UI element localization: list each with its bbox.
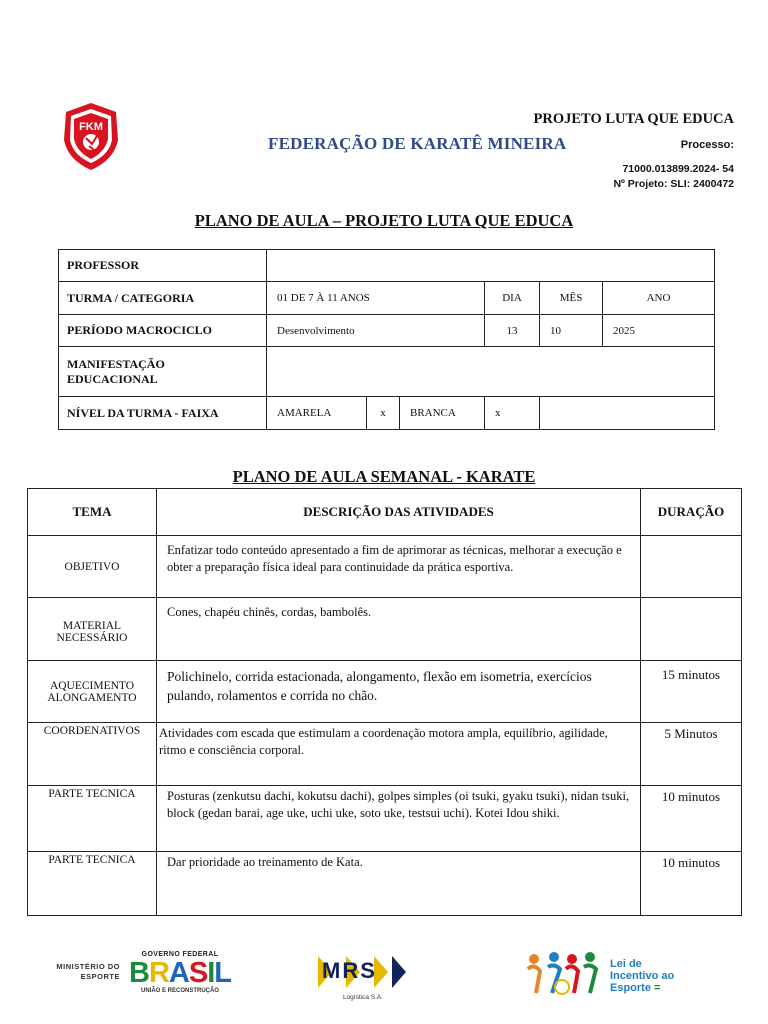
row-duracao[interactable]: 10 minutos <box>641 852 742 916</box>
row-duracao[interactable]: 5 Minutos <box>641 723 742 786</box>
weekly-title: PLANO DE AULA SEMANAL - KARATE <box>232 467 536 486</box>
dia-label: DIA <box>485 282 540 315</box>
row-descricao[interactable]: Posturas (zenkutsu dachi, kokutsu dachi), golpes simples (oi tsuki, gyaku tsuki), nidan tsuki, block (gedan barai, age uke, uchi uke, soto uke, testsui uchi). Kotei Idou shiki. <box>157 786 641 852</box>
manifestacao-value[interactable] <box>267 347 715 397</box>
table-row <box>28 536 742 598</box>
brasil-wordmark: BRASIL <box>129 957 231 989</box>
professor-value[interactable] <box>267 250 715 282</box>
manifestacao-label-line-1: MANIFESTAÇÃO <box>67 356 165 371</box>
row-descricao[interactable]: Atividades com escada que estimulam a coordenação motora ampla, equilíbrio, agilidade, ritmo e consciência corporal. <box>157 723 641 786</box>
fkm-logo-text: FKM <box>79 121 103 133</box>
nivel-label: NÍVEL DA TURMA - FAIXA <box>59 397 267 430</box>
header-federation-name: FEDERAÇÃO DE KARATÊ MINEIRA <box>268 134 567 153</box>
row-tema: MATERIAL NECESSÁRIO <box>28 598 157 661</box>
faixa-amarela-mark[interactable]: x <box>367 397 400 430</box>
ministerio-line-1: MINISTÉRIO DO <box>56 962 120 971</box>
header-descricao: DESCRIÇÃO DAS ATIVIDADES <box>157 489 641 536</box>
ano-label: ANO <box>603 282 715 315</box>
header-processo-number: 71000.013899.2024- 54 <box>622 163 734 175</box>
plan-title: PLANO DE AULA – PROJETO LUTA QUE EDUCA <box>194 211 574 230</box>
periodo-value[interactable]: Desenvolvimento <box>267 315 485 347</box>
periodo-label: PERÍODO MACROCICLO <box>59 315 267 347</box>
faixa-branca-mark[interactable]: x <box>485 397 540 430</box>
row-tema: COORDENATIVOS <box>28 723 157 786</box>
table-row <box>28 852 742 916</box>
weekly-plan-table <box>27 488 742 916</box>
row-tema: AQUECIMENTO ALONGAMENTO <box>28 661 157 723</box>
row-descricao[interactable]: Cones, chapéu chinês, cordas, bambolês. <box>157 598 641 661</box>
turma-value[interactable]: 01 DE 7 À 11 ANOS <box>267 282 485 315</box>
mrs-subtitle: Logística S.A. <box>342 994 384 1001</box>
dia-value[interactable]: 13 <box>485 315 540 347</box>
mrs-name: MRS <box>322 958 377 983</box>
row-descricao[interactable]: Polichinelo, corrida estacionada, alongamento, flexão em isometria, exercícios pulando, rolamentos e corrida no chão. <box>157 661 641 723</box>
fkm-logo <box>56 100 126 172</box>
lei-line-2: Incentivo ao <box>610 970 675 982</box>
ministerio-esporte-logo <box>40 962 120 982</box>
manifestacao-label-line-2: EDUCACIONAL <box>67 371 158 386</box>
lei-line-1: Lei de <box>610 958 642 970</box>
header-tema: TEMA <box>28 489 157 536</box>
lei-incentivo-icon <box>524 949 600 997</box>
row-duracao[interactable] <box>641 536 742 598</box>
ministerio-line-2: ESPORTE <box>80 972 120 981</box>
row-duracao[interactable] <box>641 598 742 661</box>
faixa-empty-cell <box>540 397 715 430</box>
lei-line-3: Esporte = <box>610 982 661 994</box>
gov-top-text: GOVERNO FEDERAL <box>141 951 219 958</box>
governo-federal-logo <box>128 951 232 999</box>
lei-incentivo-text <box>610 958 674 994</box>
mes-label: MÊS <box>540 282 603 315</box>
gov-bottom-text: UNIÃO E RECONSTRUÇÃO <box>140 988 219 994</box>
table-row <box>28 723 742 786</box>
faixa-branca: BRANCA <box>400 397 485 430</box>
row-tema: PARTE TECNICA <box>28 786 157 852</box>
row-duracao[interactable]: 10 minutos <box>641 786 742 852</box>
mes-value[interactable]: 10 <box>540 315 603 347</box>
row-duracao[interactable]: 15 minutos <box>641 661 742 723</box>
info-table <box>58 249 715 430</box>
professor-label: PROFESSOR <box>59 250 267 282</box>
table-row <box>28 661 742 723</box>
ano-value[interactable]: 2025 <box>603 315 715 347</box>
mrs-logo <box>318 952 408 1004</box>
manifestacao-label <box>59 347 267 397</box>
table-row <box>28 598 742 661</box>
header-project-title: PROJETO LUTA QUE EDUCA <box>533 111 734 127</box>
turma-label: TURMA / CATEGORIA <box>59 282 267 315</box>
header-processo-label: Processo: <box>680 139 734 151</box>
table-row <box>28 786 742 852</box>
row-descricao[interactable]: Enfatizar todo conteúdo apresentado a fim de aprimorar as técnicas, melhorar a execução e obter a preparação física ideal para continuidade da prática esportiva. <box>157 536 641 598</box>
faixa-amarela: AMARELA <box>267 397 367 430</box>
row-tema: OBJETIVO <box>28 536 157 598</box>
header-projeto-number: Nº Projeto: SLI: 2400472 <box>613 178 734 190</box>
row-tema: PARTE TECNICA <box>28 852 157 916</box>
header-duracao: DURAÇÃO <box>641 489 742 536</box>
row-descricao[interactable]: Dar prioridade ao treinamento de Kata. <box>157 852 641 916</box>
